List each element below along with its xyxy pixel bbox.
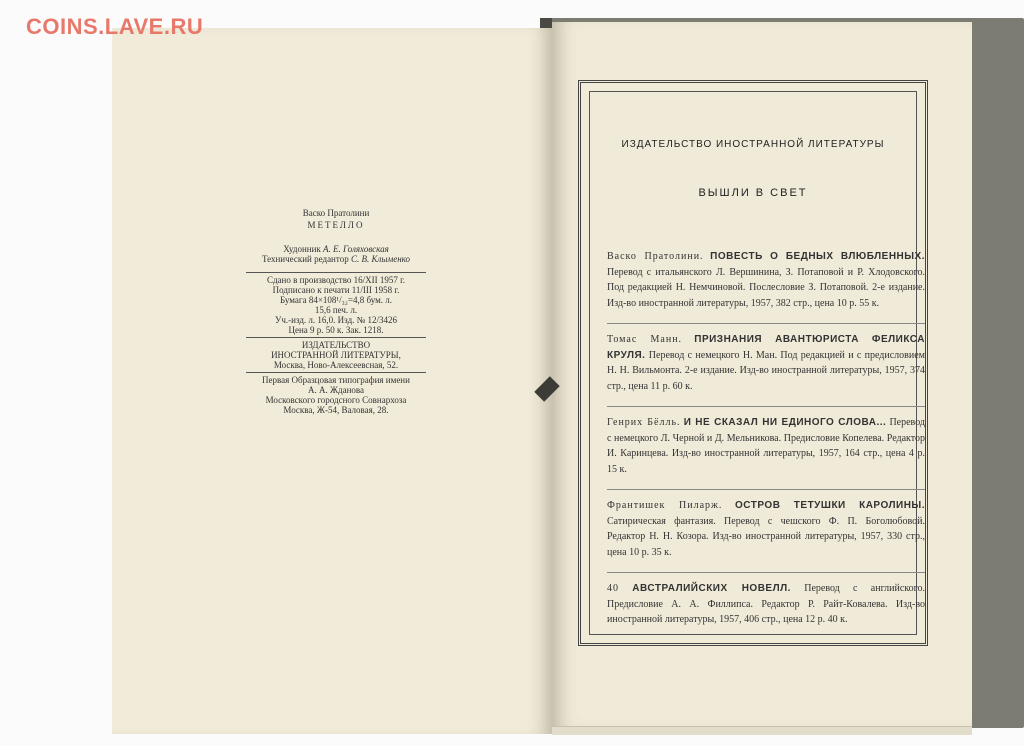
colophon: [246, 208, 426, 415]
publisher-line: ИНОСТРАННОЙ ЛИТЕРАТУРЫ,: [271, 350, 401, 360]
colophon-printer: [246, 375, 426, 415]
colophon-title: МЕТЕЛЛО: [307, 220, 365, 230]
ad-publisher: ИЗДАТЕЛЬСТВО ИНОСТРАННОЙ ЛИТЕРАТУРЫ: [621, 139, 885, 150]
watermark: COINS.LAVE.RU: [26, 14, 204, 39]
publisher-line: Москва, Ново-Алексеевсная, 52.: [273, 360, 399, 370]
book-details: Перевод с немецкого Л. Черной и Д. Мельникова. Предисловие Копелева. Редактор И. Каринцева. Изд-во иностранной литературы, 1957, 164 стр., цена 4 р. 15 к.: [607, 417, 926, 475]
editor-credit: Технический редантор С. В. Клыменко: [261, 254, 411, 264]
printer-line: Москва, Ж-54, Валовая, 28.: [283, 405, 389, 415]
book-details: Перевод с английского. Предисловие А. А. Филлипса. Редактор Р. Райт-Ковалева. Изд-во иностранной литературы, 1957, 406 стр., цена 12 р. 40 к.: [607, 583, 926, 625]
colophon-author: Васко Пратолини: [302, 208, 370, 218]
prod-line: Сдано в производство 16/XII 1957 г.: [266, 275, 406, 285]
colophon-publisher: [246, 337, 426, 373]
printer-line: Первая Образцовая типография имени: [262, 375, 410, 385]
book-details: Перевод с немецкого Н. Ман. Под редакцией и с предисловием Н. Н. Вильмонта. 2-е издание. Изд-во иностранной литературы, 1957, 374 стр., цена 11 р. 60 к.: [607, 349, 926, 392]
book-list: [607, 249, 925, 628]
publisher-line: ИЗДАТЕЛЬСТВО: [301, 340, 371, 350]
colophon-credits: [246, 244, 426, 264]
prod-line: Уч.-изд. л. 16,0. Изд. № 12/3426: [275, 315, 397, 325]
prod-line: Подписано к печати 11/III 1958 г.: [272, 285, 400, 295]
book-author: Васко Пратолини.: [607, 251, 704, 262]
prod-line: Бумага 84×108¹/₃₂=4,8 бум. л.: [279, 295, 393, 305]
book-details: Сатирическая фантазия. Перевод с чешского Ф. П. Боголюбовой. Редактор Н. Н. Козора. Изд-во иностранной литературы, 1957, 330 стр., цена 10 р. 35 к.: [607, 515, 925, 558]
book-title: ПРИЗНАНИЯ АВАНТЮРИСТА ФЕЛИКСА КРУЛЯ.: [607, 334, 926, 361]
book-entry: [607, 572, 925, 628]
book-entry: [607, 323, 925, 394]
book-entry: [607, 489, 925, 560]
production-details: [246, 272, 426, 335]
book-author: Томас Манн.: [607, 334, 683, 345]
book-author: 40: [607, 583, 619, 594]
book-entry: [607, 249, 925, 311]
book-title: ПОВЕСТЬ О БЕДНЫХ ВЛЮБЛЕННЫХ.: [710, 251, 926, 262]
book-title: АВСТРАЛИЙСКИХ НОВЕЛЛ.: [632, 583, 791, 594]
ad-heading: ВЫШЛИ В СВЕТ: [698, 187, 808, 199]
book-author: Генрих Бёлль.: [607, 417, 681, 428]
book-details: Перевод с итальянского Л. Вершинина, З. Потаповой и Р. Хлодовского. Под редакцией Н. Немчиновой. Послесловие З. Потаповой. 2-е издание. Изд-во иностранной литературы, 1957, 382 стр., цена 10 р. 55 к.: [607, 266, 925, 309]
printer-line: А. А. Жданова: [307, 385, 365, 395]
ad-frame: [578, 80, 928, 646]
book-title: ОСТРОВ ТЕТУШКИ КАРОЛИНЫ.: [735, 500, 925, 511]
artist-credit: Худонник А. Е. Голяховская: [283, 244, 389, 254]
book-author: Франтишек Пиларж.: [607, 500, 723, 511]
printer-line: Московского городсного Совнархоза: [265, 395, 407, 405]
prod-line: 15,6 печ. л.: [314, 305, 358, 315]
book-entry: [607, 406, 925, 477]
book-title: И НЕ СКАЗАЛ НИ ЕДИНОГО СЛОВА...: [683, 417, 887, 428]
page-edges: [552, 726, 972, 735]
prod-line: Цена 9 р. 50 к. Зак. 1218.: [288, 325, 384, 335]
